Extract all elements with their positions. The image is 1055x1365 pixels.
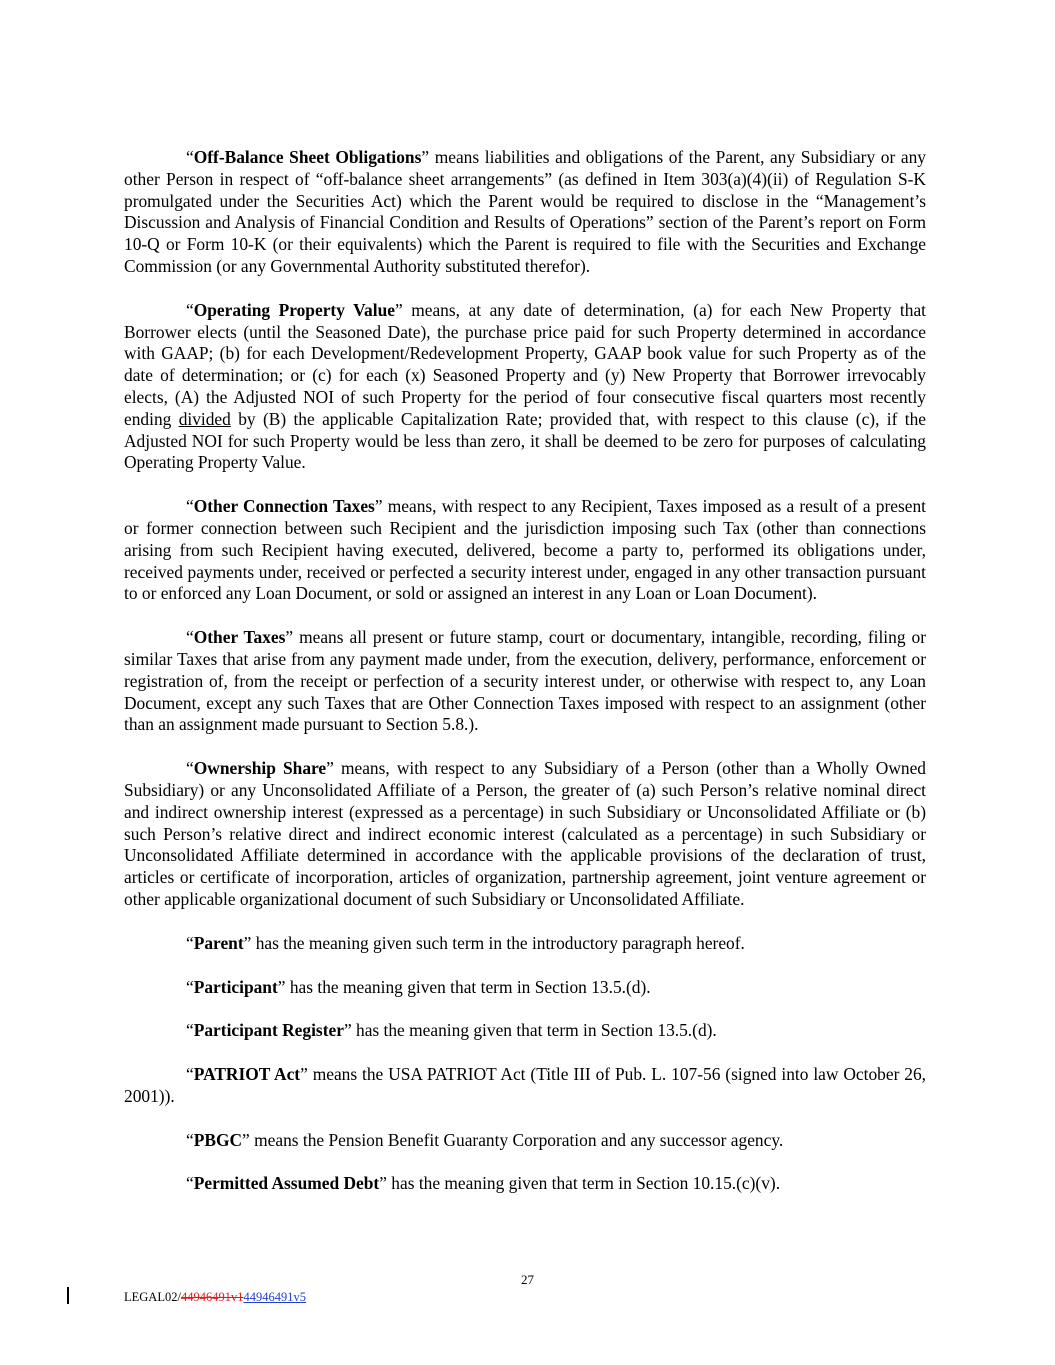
- footer-deleted-version: 44946491v1: [180, 1290, 244, 1304]
- definition-pbgc: “PBGC” means the Pension Benefit Guaranty Corporation and any successor agency.: [186, 1129, 784, 1150]
- definition-participant-register: “Participant Register” has the meaning given that term in Section 13.5.(d).: [186, 1020, 717, 1041]
- defined-term: Parent: [193, 932, 244, 953]
- definition-text: ” means the USA PATRIOT Act (Title III of Pub. L. 107-56 (signed into law October 26, 2001)).: [124, 1064, 926, 1106]
- page-number: 27: [521, 1272, 534, 1287]
- defined-term: PBGC: [193, 1129, 243, 1150]
- defined-term: Other Connection Taxes: [193, 496, 375, 517]
- underlined-word: divided: [178, 408, 231, 429]
- document-body: [124, 147, 926, 1217]
- footer-prefix: LEGAL02/: [124, 1290, 181, 1304]
- definition-permitted-assumed-debt: “Permitted Assumed Debt” has the meaning given that term in Section 10.15.(c)(v).: [186, 1173, 781, 1194]
- defined-term: Off-Balance Sheet Obligations: [193, 147, 422, 167]
- definition-text: ” means, with respect to any Subsidiary of a Person (other than a Wholly Owned Subsidiary) or any Unconsolidated Affiliate of a Person, the greater of (a) such Person’s relative nominal direct and indirect ownership interest (expressed as a percentage) in such Subsidiary or Unconsolidated Affiliate or (b) such Person’s relative direct and indirect economic interest (calculated as a percentage) in such Subsidiary or Unconsolidated Affiliate determined in accordance with the applicable provisions of the declaration of trust, articles or certificate of incorporation, articles of organization, partnership agreement, joint venture agreement or other applicable organizational document of such Subsidiary or Unconsolidated Affiliate.: [124, 758, 926, 909]
- definition-text: ” means liabilities and obligations of the Parent, any Subsidiary or any other Person in respect of “off-balance sheet arrangements” (as defined in Item 303(a)(4)(ii) of Regulation S-K promulgated under the Securities Act) which the Parent would be required to disclose in the “Management’s Discussion and Analysis of Financial Condition and Results of Operations” section of the Parent’s report on Form 10-Q or Form 10-K (or their equivalents) which the Parent is required to file with the Securities and Exchange Commission (or any Governmental Authority substituted therefor).: [124, 147, 926, 276]
- definition-text: ” means, with respect to any Recipient, Taxes imposed as a result of a present or former connection between such Recipient and the jurisdiction imposing such Tax (other than connections arising from such Recipient having executed, delivered, become a party to, performed its obligations under, received payments under, received or perfected a security interest under, engaged in any other transaction pursuant to or enforced any Loan Document, or sold or assigned an interest in any Loan or Loan Document).: [124, 496, 926, 604]
- definition-off-balance-sheet-obligations: “Off-Balance Sheet Obligations” means liabilities and obligations of the Parent, any Subsidiary or any other Person in respect of “off-balance sheet arrangements” (as defined in Item 303(a)(4)(ii) of Regulation S-K promulgated under the Securities Act) which the Parent would be required to disclose in the “Management’s Discussion and Analysis of Financial Condition and Results of Operations” section of the Parent’s report on Form 10-Q or Form 10-K (or their equivalents) which the Parent is required to file with the Securities and Exchange Commission (or any Governmental Authority substituted therefor).: [124, 147, 926, 276]
- defined-term: Operating Property Value: [193, 299, 395, 320]
- definition-other-connection-taxes: “Other Connection Taxes” means, with respect to any Recipient, Taxes imposed as a result of a present or former connection between such Recipient and the jurisdiction imposing such Tax (other than connections arising from such Recipient having executed, delivered, become a party to, performed its obligations under, received payments under, received or perfected a security interest under, engaged in any other transaction pursuant to or enforced any Loan Document, or sold or assigned an interest in any Loan or Loan Document).: [124, 496, 926, 604]
- definition-text: by (B) the applicable Capitalization Rate; provided that, with respect to this clause (c), if the Adjusted NOI for such Property would be less than zero, it shall be deemed to be zero for purposes of calculating Operating Property Value.: [124, 408, 926, 473]
- defined-term: Participant: [193, 976, 278, 997]
- definition-text: ” means, at any date of determination, (a) for each New Property that Borrower elects (until the Seasoned Date), the purchase price paid for such Property determined in accordance with GAAP; (b) for each Development/Redevelopment Property, GAAP book value for such Property as of the date of determination; or (c) for each (x) Seasoned Property and (y) New Property that Borrower irrevocably elects, (A) the Adjusted NOI of such Property for the period of four consecutive fiscal quarters most recently ending: [124, 299, 926, 429]
- defined-term: PATRIOT Act: [193, 1064, 301, 1085]
- definition-ownership-share: “Ownership Share” means, with respect to any Subsidiary of a Person (other than a Wholly Owned Subsidiary) or any Unconsolidated Affiliate of a Person, the greater of (a) such Person’s relative nominal direct and indirect ownership interest (expressed as a percentage) in such Subsidiary or Unconsolidated Affiliate or (b) such Person’s relative direct and indirect economic interest (calculated as a percentage) in such Subsidiary or Unconsolidated Affiliate determined in accordance with the applicable provisions of the declaration of trust, articles or certificate of incorporation, articles of organization, partnership agreement, joint venture agreement or other applicable organizational document of such Subsidiary or Unconsolidated Affiliate.: [124, 758, 926, 909]
- defined-term: Permitted Assumed Debt: [193, 1173, 380, 1194]
- definition-participant: “Participant” has the meaning given that term in Section 13.5.(d).: [186, 976, 651, 997]
- definition-operating-property-value: “Operating Property Value” means, at any date of determination, (a) for each New Property that Borrower elects (until the Seasoned Date), the purchase price paid for such Property determined in accordance with GAAP; (b) for each Development/Redevelopment Property, GAAP book value for such Property as of the date of determination; or (c) for each (x) Seasoned Property and (y) New Property that Borrower irrevocably elects, (A) the Adjusted NOI of such Property for the period of four consecutive fiscal quarters most recently ending divided by (B) the applicable Capitalization Rate; provided that, with respect to this clause (c), if the Adjusted NOI for such Property would be less than zero, it shall be deemed to be zero for purposes of calculating Operating Property Value.: [124, 299, 926, 473]
- definition-other-taxes: “Other Taxes” means all present or future stamp, court or documentary, intangible, recording, filing or similar Taxes that arise from any payment made under, from the execution, delivery, performance, enforcement or registration of, from the receipt or perfection of a security interest under, or otherwise with respect to, any Loan Document, except any such Taxes that are Other Connection Taxes imposed with respect to an assignment (other than an assignment made pursuant to Section 5.8.).: [124, 627, 926, 735]
- defined-term: Ownership Share: [193, 758, 327, 779]
- definition-text: ” has the meaning given such term in the introductory paragraph hereof.: [243, 932, 745, 953]
- change-bar: [67, 1287, 69, 1304]
- definition-patriot-act: “PATRIOT Act” means the USA PATRIOT Act (Title III of Pub. L. 107-56 (signed into law October 26, 2001)).: [124, 1064, 926, 1106]
- definition-text: ” has the meaning given that term in Section 13.5.(d).: [343, 1020, 717, 1041]
- definition-parent: “Parent” has the meaning given such term in the introductory paragraph hereof.: [186, 932, 745, 953]
- footer-inserted-version: 44946491v5: [243, 1290, 306, 1304]
- definition-text: ” has the meaning given that term in Section 10.15.(c)(v).: [379, 1173, 781, 1194]
- document-footer: [124, 1290, 306, 1305]
- defined-term: Other Taxes: [193, 627, 286, 648]
- definition-text: ” has the meaning given that term in Section 13.5.(d).: [277, 976, 651, 997]
- definition-text: ” means the Pension Benefit Guaranty Corporation and any successor agency.: [242, 1129, 784, 1150]
- definition-text: ” means all present or future stamp, court or documentary, intangible, recording, filing or similar Taxes that arise from any payment made under, from the execution, delivery, performance, enforcement or registration of, from the receipt or perfection of a security interest under, or otherwise with respect to, any Loan Document, except any such Taxes that are Other Connection Taxes imposed with respect to an assignment (other than an assignment made pursuant to Section 5.8.).: [124, 627, 926, 735]
- defined-term: Participant Register: [193, 1020, 344, 1041]
